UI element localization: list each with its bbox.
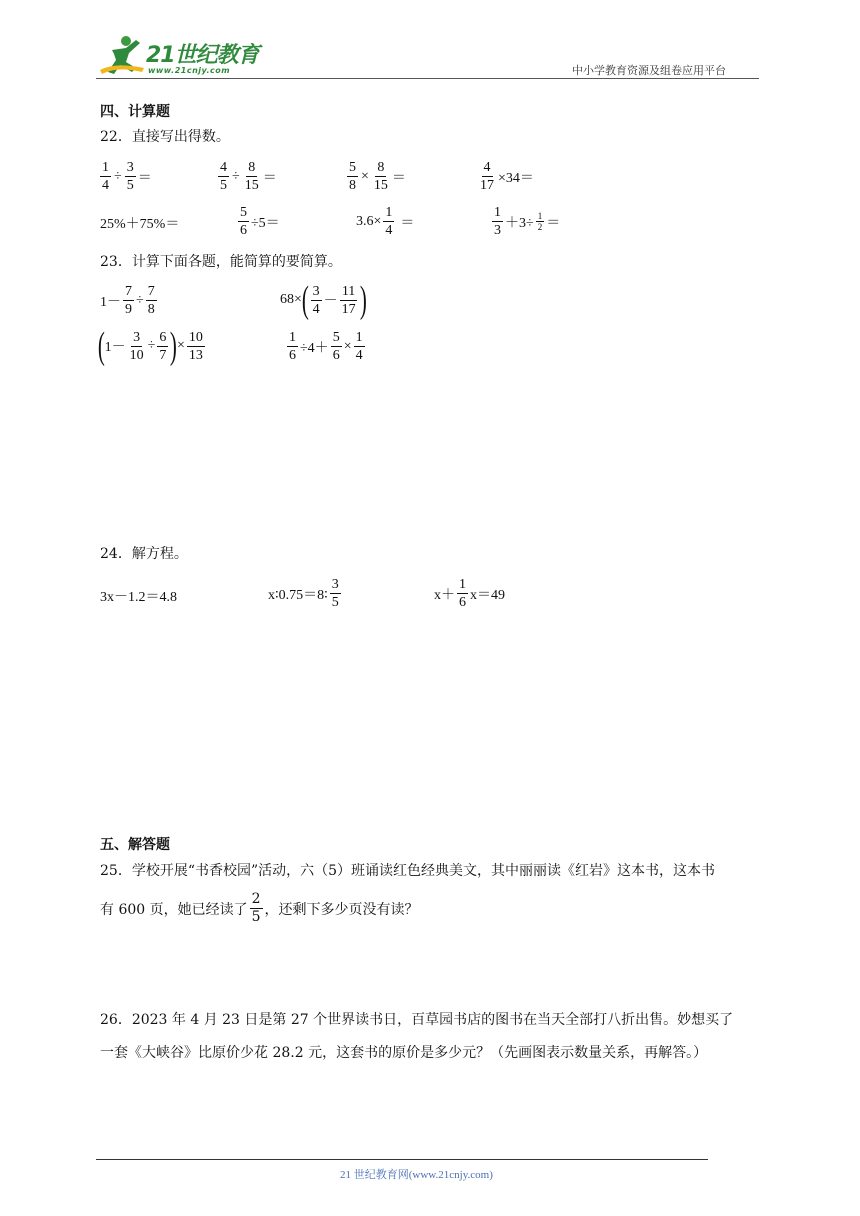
equation-3: x＋ $\frac{1}{6}$ x＝49	[434, 577, 505, 610]
fraction: $\frac{1}{2}$	[537, 211, 543, 232]
fraction: $\frac{5}{6}$	[240, 205, 247, 238]
logo	[96, 34, 259, 78]
expr-22-3: $\frac{5}{8}$ × $\frac{8}{15}$ ＝	[349, 160, 406, 193]
expr-23-3: ( 1－ $\frac{3}{10}$ ÷ $\frac{6}{7}$ ) × $\frac{10}{13}$	[97, 325, 203, 367]
expr-22-8: $\frac{1}{3}$ ＋3÷ $\frac{1}{2}$ ＝	[494, 205, 561, 238]
fraction: $\frac{7}{8}$	[147, 284, 155, 317]
header-platform-text: 中小学教育资源及组卷应用平台	[572, 64, 726, 77]
section-title: 四、计算题	[100, 104, 170, 120]
expr-22-1: $\frac{1}{4}$ ÷ $\frac{3}{5}$ ＝	[102, 160, 152, 193]
question-25-line-1: 25．学校开展“书香校园”活动，六（5）班诵读红色经典美文，其中丽丽读《红岩》这本书，这本书	[100, 863, 716, 879]
fraction: $\frac{8}{15}$	[373, 160, 388, 193]
question-26-line-1: 26．2023 年 4 月 23 日是第 27 个世界读书日，百草园书店的图书在当天全部打八折出售。妙想买了	[100, 1012, 734, 1028]
expr-23-4: $\frac{1}{6}$ ÷4＋ $\frac{5}{6}$ × $\frac{1}{4}$	[289, 330, 363, 363]
expr-23-2: 68× ( $\frac{3}{4}$ － $\frac{11}{17}$ )	[280, 279, 367, 321]
question-23-label: 23．计算下面各题，能简算的要简算。	[100, 254, 342, 270]
fraction: $\frac{1}{4}$	[102, 160, 109, 193]
fraction: $\frac{1}{3}$	[494, 205, 501, 238]
question-22-label: 22．直接写出得数。	[100, 129, 230, 145]
fraction: $\frac{3}{10}$	[129, 329, 144, 363]
fraction: $\frac{4}{17}$	[480, 160, 494, 193]
fraction: $\frac{10}{13}$	[188, 329, 203, 363]
fraction: $\frac{11}{17}$	[341, 283, 356, 317]
fraction: $\frac{3}{5}$	[331, 577, 339, 610]
footer-rule	[96, 1159, 708, 1160]
fraction: $\frac{1}{4}$	[385, 205, 393, 238]
fraction: $\frac{2}{5}$	[251, 891, 261, 925]
fraction: $\frac{5}{6}$	[332, 330, 340, 363]
fraction: $\frac{1}{4}$	[355, 330, 363, 363]
question-26-line-2: 一套《大峡谷》比原价少花 28.2 元，这套书的原价是多少元？（先画图表示数量关系，再解答。）	[100, 1045, 708, 1061]
expr-22-2: $\frac{4}{5}$ ÷ $\frac{8}{15}$ ＝	[220, 160, 277, 193]
expr-22-5: 25%＋75%＝	[100, 217, 180, 232]
expr-22-7: 3.6× $\frac{1}{4}$ ＝	[356, 205, 415, 238]
question-24-label: 24．解方程。	[100, 546, 188, 562]
logo-text: 21世纪教育	[146, 43, 259, 68]
equation-1: 3x－1.2＝4.8	[100, 590, 177, 605]
expr-22-6: $\frac{5}{6}$ ÷5＝	[240, 205, 280, 238]
fraction: $\frac{1}{6}$	[459, 577, 466, 610]
equation-2: x∶0.75＝8∶ $\frac{3}{5}$	[268, 577, 339, 610]
fraction: $\frac{4}{5}$	[220, 160, 227, 193]
fraction: $\frac{1}{6}$	[289, 330, 296, 363]
fraction: $\frac{5}{8}$	[349, 160, 356, 193]
expr-22-4: $\frac{4}{17}$ ×34＝	[480, 160, 534, 193]
question-25-line-2: 有 600 页，她已经读了 $\frac{2}{5}$ ，还剩下多少页没有读？	[100, 891, 419, 925]
runner-logo-icon	[96, 34, 148, 76]
section-title: 五、解答题	[100, 837, 170, 853]
fraction: $\frac{3}{4}$	[312, 283, 320, 317]
footer-text: 21 世纪教育网(www.21cnjy.com)	[340, 1169, 493, 1181]
logo-url: www.21cnjy.com	[148, 66, 231, 75]
fraction: $\frac{3}{5}$	[126, 160, 134, 193]
fraction: $\frac{7}{9}$	[125, 284, 132, 317]
fraction: $\frac{6}{7}$	[159, 329, 167, 363]
expr-23-1: 1－ $\frac{7}{9}$ ÷ $\frac{7}{8}$	[100, 284, 155, 317]
fraction: $\frac{8}{15}$	[244, 160, 259, 193]
header-rule	[96, 78, 759, 79]
